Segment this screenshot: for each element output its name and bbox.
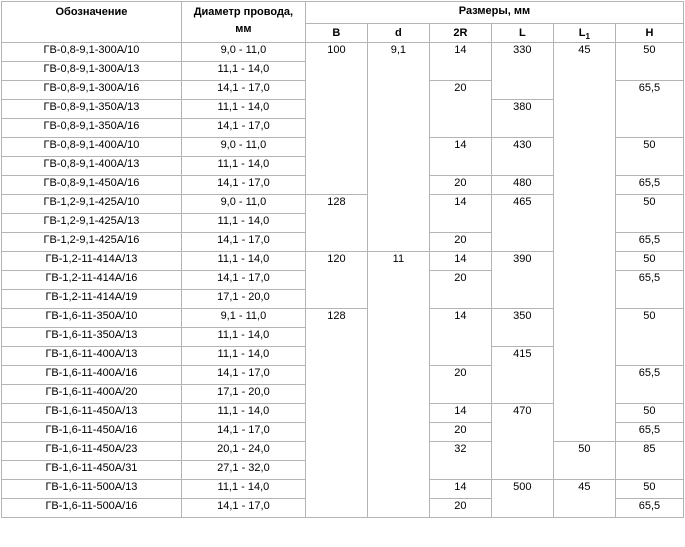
cell-designation: ГВ-1,6-11-400А/20 xyxy=(2,385,181,403)
cell-l1: 45 xyxy=(554,480,615,517)
header-wire-diameter-line2: мм xyxy=(235,23,252,35)
cell-h: 85 xyxy=(616,442,683,479)
cell-h: 50 xyxy=(616,43,683,80)
cell-designation: ГВ-1,6-11-350А/10 xyxy=(2,309,181,327)
cell-2r: 20 xyxy=(430,176,491,194)
cell-h: 50 xyxy=(616,252,683,270)
cell-2r: 14 xyxy=(430,252,491,270)
cell-2r: 14 xyxy=(430,43,491,80)
cell-designation: ГВ-1,6-11-350А/13 xyxy=(2,328,181,346)
header-col-l: L xyxy=(492,24,553,42)
table-row xyxy=(2,43,683,61)
cell-designation: ГВ-0,8-9,1-350А/16 xyxy=(2,119,181,137)
cell-designation: ГВ-1,2-11-414А/13 xyxy=(2,252,181,270)
cell-l: 430 xyxy=(492,138,553,175)
cell-diameter: 11,1 - 14,0 xyxy=(182,157,305,175)
cell-2r: 20 xyxy=(430,366,491,403)
cell-designation: ГВ-0,8-9,1-300А/16 xyxy=(2,81,181,99)
cell-designation: ГВ-1,6-11-500А/16 xyxy=(2,499,181,517)
cell-l: 415 xyxy=(492,347,553,403)
cell-designation: ГВ-1,2-9,1-425А/16 xyxy=(2,233,181,251)
cell-diameter: 17,1 - 20,0 xyxy=(182,385,305,403)
cell-2r: 14 xyxy=(430,138,491,175)
cell-d: 9,1 xyxy=(368,43,429,251)
cell-diameter: 11,1 - 14,0 xyxy=(182,62,305,80)
cell-diameter: 9,0 - 11,0 xyxy=(182,43,305,61)
cell-h: 50 xyxy=(616,195,683,232)
cell-l: 500 xyxy=(492,480,553,517)
cell-l: 480 xyxy=(492,176,553,194)
header-col-b: B xyxy=(306,24,367,42)
cell-l1: 50 xyxy=(554,442,615,479)
cell-2r: 14 xyxy=(430,480,491,498)
cell-designation: ГВ-1,6-11-450А/31 xyxy=(2,461,181,479)
cell-h: 50 xyxy=(616,480,683,498)
cell-l: 465 xyxy=(492,195,553,251)
cell-l: 390 xyxy=(492,252,553,308)
cell-2r: 14 xyxy=(430,309,491,365)
cell-designation: ГВ-0,8-9,1-400А/13 xyxy=(2,157,181,175)
cell-designation: ГВ-1,2-11-414А/16 xyxy=(2,271,181,289)
cell-2r: 14 xyxy=(430,195,491,232)
cell-2r: 20 xyxy=(430,271,491,308)
cell-h: 65,5 xyxy=(616,271,683,308)
dimensions-table xyxy=(1,1,684,518)
header-designation: Обозначение xyxy=(2,2,181,42)
cell-l1: 45 xyxy=(554,43,615,441)
cell-2r: 14 xyxy=(430,404,491,422)
cell-designation: ГВ-1,6-11-500А/13 xyxy=(2,480,181,498)
cell-diameter: 11,1 - 14,0 xyxy=(182,100,305,118)
cell-diameter: 14,1 - 17,0 xyxy=(182,366,305,384)
cell-2r: 20 xyxy=(430,499,491,517)
cell-2r: 20 xyxy=(430,423,491,441)
cell-designation: ГВ-1,2-11-414А/19 xyxy=(2,290,181,308)
cell-diameter: 9,0 - 11,0 xyxy=(182,138,305,156)
cell-b: 120 xyxy=(306,252,367,308)
cell-b: 100 xyxy=(306,43,367,194)
cell-b: 128 xyxy=(306,309,367,517)
cell-diameter: 17,1 - 20,0 xyxy=(182,290,305,308)
cell-2r: 32 xyxy=(430,442,491,479)
cell-diameter: 11,1 - 14,0 xyxy=(182,480,305,498)
cell-designation: ГВ-1,6-11-400А/13 xyxy=(2,347,181,365)
header-col-l1 xyxy=(554,24,615,42)
cell-2r: 20 xyxy=(430,81,491,137)
header-col-h: H xyxy=(616,24,683,42)
cell-diameter: 9,0 - 11,0 xyxy=(182,195,305,213)
header-wire-diameter xyxy=(182,2,305,42)
cell-diameter: 11,1 - 14,0 xyxy=(182,214,305,232)
cell-h: 50 xyxy=(616,138,683,175)
cell-h: 65,5 xyxy=(616,233,683,251)
cell-2r: 20 xyxy=(430,233,491,251)
cell-diameter: 14,1 - 17,0 xyxy=(182,119,305,137)
cell-l: 380 xyxy=(492,100,553,137)
cell-h: 50 xyxy=(616,309,683,365)
cell-designation: ГВ-1,6-11-400А/16 xyxy=(2,366,181,384)
cell-h: 65,5 xyxy=(616,366,683,403)
cell-designation: ГВ-0,8-9,1-350А/13 xyxy=(2,100,181,118)
cell-d: 11 xyxy=(368,252,429,517)
cell-designation: ГВ-0,8-9,1-300А/13 xyxy=(2,62,181,80)
cell-diameter: 11,1 - 14,0 xyxy=(182,347,305,365)
header-dimensions: Размеры, мм xyxy=(306,2,683,23)
cell-diameter: 11,1 - 14,0 xyxy=(182,404,305,422)
header-wire-diameter-line1: Диаметр провода, xyxy=(193,6,294,18)
cell-diameter: 11,1 - 14,0 xyxy=(182,252,305,270)
cell-diameter: 14,1 - 17,0 xyxy=(182,81,305,99)
cell-designation: ГВ-1,6-11-450А/23 xyxy=(2,442,181,460)
cell-h: 50 xyxy=(616,404,683,422)
header-col-2r: 2R xyxy=(430,24,491,42)
cell-l: 470 xyxy=(492,404,553,479)
header-col-d: d xyxy=(368,24,429,42)
header-col-l1-subscript: 1 xyxy=(585,31,590,41)
cell-diameter: 9,1 - 11,0 xyxy=(182,309,305,327)
cell-designation: ГВ-0,8-9,1-300А/10 xyxy=(2,43,181,61)
cell-h: 65,5 xyxy=(616,499,683,517)
cell-designation: ГВ-0,8-9,1-400А/10 xyxy=(2,138,181,156)
cell-diameter: 14,1 - 17,0 xyxy=(182,176,305,194)
cell-designation: ГВ-1,2-9,1-425А/10 xyxy=(2,195,181,213)
cell-diameter: 11,1 - 14,0 xyxy=(182,328,305,346)
cell-h: 65,5 xyxy=(616,81,683,137)
cell-h: 65,5 xyxy=(616,423,683,441)
cell-l: 330 xyxy=(492,43,553,99)
cell-diameter: 14,1 - 17,0 xyxy=(182,499,305,517)
cell-diameter: 20,1 - 24,0 xyxy=(182,442,305,460)
header-col-l1-text: L xyxy=(578,26,586,39)
cell-l: 350 xyxy=(492,309,553,346)
cell-diameter: 14,1 - 17,0 xyxy=(182,423,305,441)
cell-designation: ГВ-1,6-11-450А/13 xyxy=(2,404,181,422)
cell-b: 128 xyxy=(306,195,367,251)
cell-designation: ГВ-1,2-9,1-425А/13 xyxy=(2,214,181,232)
cell-diameter: 27,1 - 32,0 xyxy=(182,461,305,479)
cell-diameter: 14,1 - 17,0 xyxy=(182,271,305,289)
cell-h: 65,5 xyxy=(616,176,683,194)
cell-diameter: 14,1 - 17,0 xyxy=(182,233,305,251)
cell-designation: ГВ-1,6-11-450А/16 xyxy=(2,423,181,441)
cell-designation: ГВ-0,8-9,1-450А/16 xyxy=(2,176,181,194)
